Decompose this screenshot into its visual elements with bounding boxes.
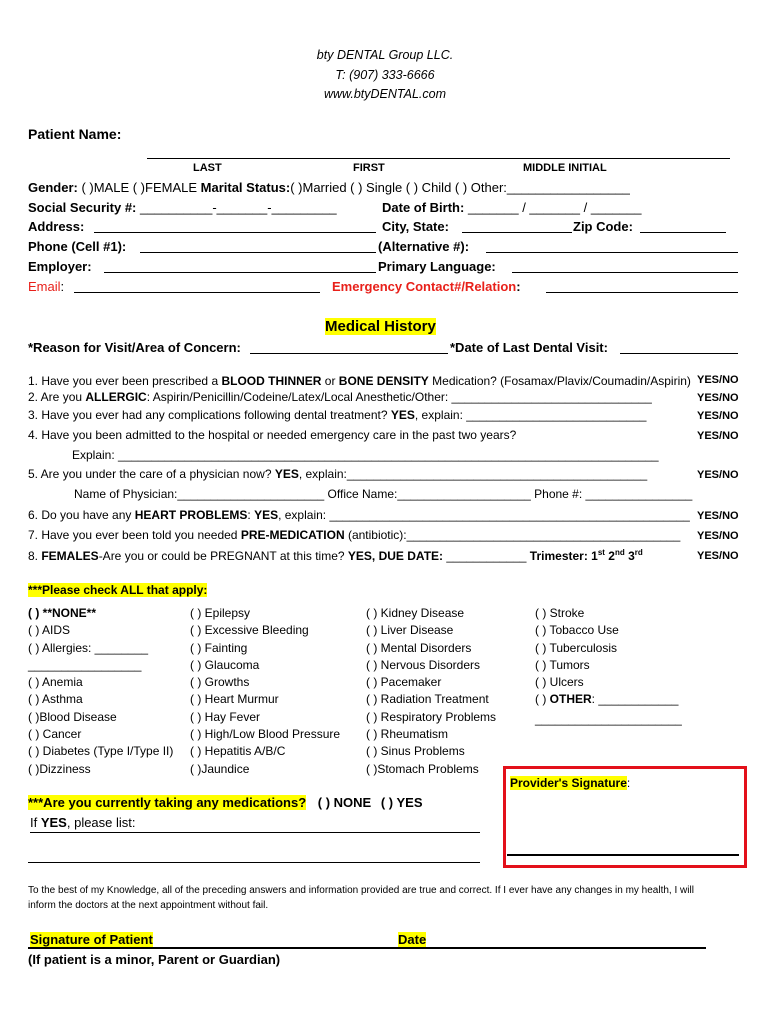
yes-no-7[interactable]: YES/NO bbox=[697, 530, 739, 542]
check-excessive-bleeding[interactable]: ( ) Excessive Bleeding bbox=[190, 623, 309, 638]
check-mental-disorders[interactable]: ( ) Mental Disorders bbox=[366, 640, 472, 655]
check-rheumatism[interactable]: ( ) Rheumatism bbox=[366, 727, 449, 742]
yes-no-1[interactable]: YES/NO bbox=[697, 374, 739, 386]
middle-initial-label: MIDDLE INITIAL bbox=[523, 162, 607, 174]
check-respiratory-problems[interactable]: ( ) Respiratory Problems bbox=[366, 709, 497, 724]
check-hay-fever[interactable]: ( ) Hay Fever bbox=[190, 709, 261, 724]
patient-name-line[interactable] bbox=[147, 158, 730, 159]
yes-no-8[interactable]: YES/NO bbox=[697, 550, 739, 562]
company-website: www.btyDENTAL.com bbox=[323, 87, 446, 101]
check-glaucoma[interactable]: ( ) Glaucoma bbox=[190, 657, 260, 672]
dob-field[interactable]: Date of Birth: _______ / _______ / _______ bbox=[382, 200, 642, 215]
yes-no-5[interactable]: YES/NO bbox=[697, 469, 739, 481]
check-nervous-disorders[interactable]: ( ) Nervous Disorders bbox=[366, 657, 481, 672]
checklist-col-1 bbox=[28, 605, 173, 778]
check-stroke[interactable]: ( ) Stroke bbox=[535, 606, 585, 620]
email-line[interactable] bbox=[74, 292, 320, 293]
patient-signature-line[interactable] bbox=[28, 947, 706, 949]
minor-note: (If patient is a minor, Parent or Guardian) bbox=[28, 952, 281, 967]
last-visit-line[interactable] bbox=[620, 353, 738, 354]
check-allergies[interactable]: ( ) Allergies: ________ bbox=[28, 640, 149, 655]
check-tobacco-use[interactable]: ( ) Tobacco Use bbox=[535, 623, 619, 638]
yes-no-6[interactable]: YES/NO bbox=[697, 510, 739, 522]
emergency-label: Emergency Contact#/Relation: bbox=[332, 279, 521, 294]
check-blood-pressure[interactable]: ( ) High/Low Blood Pressure bbox=[190, 727, 341, 742]
question-6: 6. Do you have any HEART PROBLEMS: YES, explain: ______________________________________________________ bbox=[28, 508, 690, 522]
reason-label: *Reason for Visit/Area of Concern: bbox=[28, 340, 241, 355]
yes-no-3[interactable]: YES/NO bbox=[697, 410, 739, 422]
check-stomach-problems[interactable]: ( )Stomach Problems bbox=[366, 761, 479, 776]
check-blood-disease[interactable]: ( )Blood Disease bbox=[28, 709, 117, 724]
last-visit-label: *Date of Last Dental Visit: bbox=[450, 340, 608, 355]
check-fainting[interactable]: ( ) Fainting bbox=[190, 640, 248, 655]
patient-name-label: Patient Name: bbox=[28, 126, 122, 142]
check-tumors[interactable]: ( ) Tumors bbox=[535, 657, 590, 672]
gender-marital-row[interactable]: Gender: ( )MALE ( )FEMALE Marital Status:( )Married ( ) Single ( ) Child ( ) Other:_________________ bbox=[28, 180, 630, 195]
check-tuberculosis[interactable]: ( ) Tuberculosis bbox=[535, 640, 618, 655]
alt-phone-label: (Alternative #): bbox=[378, 239, 470, 254]
date-label: Date bbox=[398, 932, 427, 947]
zip-label: Zip Code: bbox=[573, 219, 633, 234]
language-label: Primary Language: bbox=[378, 259, 496, 274]
check-radiation-treatment[interactable]: ( ) Radiation Treatment bbox=[366, 692, 489, 707]
check-other[interactable]: ( ) OTHER: ____________ bbox=[535, 692, 679, 707]
emergency-line[interactable] bbox=[546, 292, 738, 293]
question-3: 3. Have you ever had any complications following dental treatment? YES, explain: ___________________________ bbox=[28, 408, 647, 422]
zip-line[interactable] bbox=[640, 232, 726, 233]
yes-no-4[interactable]: YES/NO bbox=[697, 430, 739, 442]
yes-no-2[interactable]: YES/NO bbox=[697, 392, 739, 404]
question-4-explain[interactable]: Explain: _________________________________________________________________________________ bbox=[72, 448, 659, 462]
checklist-col-3 bbox=[366, 605, 496, 778]
question-8: 8. FEMALES-Are you or could be PREGNANT at this time? YES, DUE DATE: ____________ Trimester: 1st 2nd 3rd bbox=[28, 548, 643, 563]
question-7: 7. Have you ever been told you needed PRE-MEDICATION (antibiotic):_________________________________________ bbox=[28, 528, 681, 542]
check-liver-disease[interactable]: ( ) Liver Disease bbox=[366, 623, 454, 638]
statement-line-1: To the best of my Knowledge, all of the preceding answers and information provided are true and correct. If I ever have any changes in my health, I will bbox=[28, 885, 694, 896]
city-state-label: City, State: bbox=[382, 219, 449, 234]
medications-list-label: If YES, please list: bbox=[30, 815, 136, 830]
check-aids[interactable]: ( ) AIDS bbox=[28, 623, 71, 638]
checklist-col-2 bbox=[190, 605, 340, 778]
check-sinus-problems[interactable]: ( ) Sinus Problems bbox=[366, 744, 465, 759]
check-growths[interactable]: ( ) Growths bbox=[190, 675, 250, 690]
checklist-title: ***Please check ALL that apply: bbox=[28, 583, 208, 597]
medications-line-2[interactable] bbox=[28, 862, 480, 863]
employer-line[interactable] bbox=[104, 272, 376, 273]
check-jaundice[interactable]: ( )Jaundice bbox=[190, 761, 250, 776]
question-2: 2. Are you ALLERGIC: Aspirin/Penicillin/Codeine/Latex/Local Anesthetic/Other: ______________________________ bbox=[28, 390, 652, 404]
medications-none[interactable]: ( ) NONE bbox=[317, 795, 372, 810]
medical-history-title: Medical History bbox=[325, 318, 436, 335]
medications-yes[interactable]: ( ) YES bbox=[380, 795, 423, 810]
alt-phone-line[interactable] bbox=[486, 252, 738, 253]
question-1: 1. Have you ever been prescribed a BLOOD THINNER or BONE DENSITY Medication? (Fosamax/Plavix/Coumadin/Aspirin) bbox=[28, 374, 691, 388]
question-4: 4. Have you been admitted to the hospital or needed emergency care in the past two years? bbox=[28, 428, 517, 442]
reason-line[interactable] bbox=[250, 353, 448, 354]
check-heart-murmur[interactable]: ( ) Heart Murmur bbox=[190, 692, 279, 707]
medications-question-row bbox=[28, 795, 423, 810]
patient-signature-label: Signature of Patient bbox=[30, 932, 153, 947]
medications-question: ***Are you currently taking any medications? bbox=[28, 795, 307, 810]
physician-row[interactable]: Name of Physician:______________________ Office Name:____________________ Phone #: ________________ bbox=[74, 487, 693, 501]
statement-line-2: inform the doctors at the next appointment without fail. bbox=[28, 900, 269, 911]
medications-line-1[interactable] bbox=[30, 832, 480, 833]
check-kidney-disease[interactable]: ( ) Kidney Disease bbox=[366, 606, 465, 620]
provider-signature-line[interactable] bbox=[507, 854, 739, 856]
check-anemia[interactable]: ( ) Anemia bbox=[28, 675, 83, 690]
checklist-col-4 bbox=[535, 605, 682, 728]
check-dizziness[interactable]: ( )Dizziness bbox=[28, 761, 91, 776]
email-label: Email: bbox=[28, 279, 65, 294]
phone-line[interactable] bbox=[140, 252, 376, 253]
check-hepatitis[interactable]: ( ) Hepatitis A/B/C bbox=[190, 744, 286, 759]
company-name: bty DENTAL Group LLC. bbox=[316, 48, 454, 62]
provider-signature-label: Provider's Signature: bbox=[510, 776, 631, 790]
ssn-dob-row[interactable]: Social Security #: __________-_______-_________ bbox=[28, 200, 337, 215]
check-epilepsy[interactable]: ( ) Epilepsy bbox=[190, 606, 251, 620]
address-label: Address: bbox=[28, 219, 85, 234]
address-line[interactable] bbox=[94, 232, 376, 233]
company-phone: T: (907) 333-6666 bbox=[335, 68, 435, 82]
check-pacemaker[interactable]: ( ) Pacemaker bbox=[366, 675, 442, 690]
check-cancer[interactable]: ( ) Cancer bbox=[28, 727, 82, 742]
other-line[interactable]: ______________________ bbox=[535, 711, 682, 726]
check-none[interactable]: ( ) **NONE** bbox=[28, 606, 97, 620]
question-5: 5. Are you under the care of a physician now? YES, explain:_____________________________________________ bbox=[28, 467, 648, 481]
check-ulcers[interactable]: ( ) Ulcers bbox=[535, 675, 584, 690]
check-diabetes[interactable]: ( ) Diabetes (Type I/Type II) bbox=[28, 744, 174, 759]
check-asthma[interactable]: ( ) Asthma bbox=[28, 692, 83, 707]
first-label: FIRST bbox=[353, 162, 385, 174]
language-line[interactable] bbox=[512, 272, 738, 273]
employer-label: Employer: bbox=[28, 259, 92, 274]
city-state-line[interactable] bbox=[462, 232, 572, 233]
phone-label: Phone (Cell #1): bbox=[28, 239, 127, 254]
last-label: LAST bbox=[193, 162, 222, 174]
allergies-line[interactable]: _________________ bbox=[28, 657, 142, 672]
